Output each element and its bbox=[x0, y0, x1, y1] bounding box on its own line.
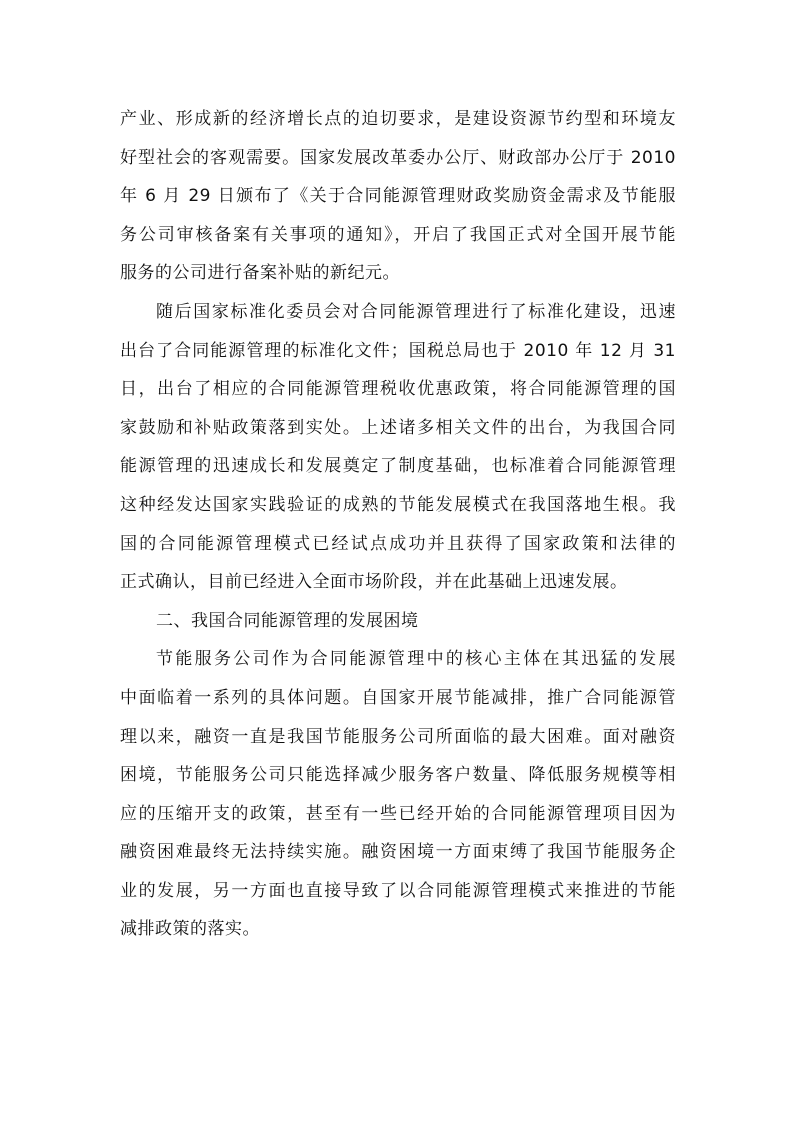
text-line: 家鼓励和补贴政策落到实处。上述诸多相关文件的出台，为我国合同 bbox=[120, 417, 676, 438]
text-line: 融资困难最终无法持续实施。融资困境一方面束缚了我国节能服务企 bbox=[120, 842, 676, 863]
document-body bbox=[120, 100, 676, 949]
text-line: 随后国家标准化委员会对合同能源管理进行了标准化建设，迅速 bbox=[156, 301, 676, 322]
section-heading-2 bbox=[120, 602, 676, 641]
text-line: 服务的公司进行备案补贴的新纪元。 bbox=[120, 263, 400, 284]
paragraph-financing-difficulty bbox=[120, 640, 676, 949]
text-line: 困境，节能服务公司只能选择减少服务客户数量、降低服务规模等相 bbox=[120, 765, 676, 786]
text-line: 务公司审核备案有关事项的通知》，开启了我国正式对全国开展节能 bbox=[120, 224, 676, 245]
text-line: 这种经发达国家实践验证的成熟的节能发展模式在我国落地生根。我 bbox=[120, 494, 676, 515]
text-line: 国的合同能源管理模式已经试点成功并且获得了国家政策和法律的 bbox=[120, 533, 676, 554]
paragraph-standardization bbox=[120, 293, 676, 602]
text-line: 日，出台了相应的合同能源管理税收优惠政策，将合同能源管理的国 bbox=[120, 379, 676, 400]
text-line: 出台了合同能源管理的标准化文件；国税总局也于 2010 年 12 月 31 bbox=[120, 340, 676, 361]
text-line: 正式确认，目前已经进入全面市场阶段，并在此基础上迅速发展。 bbox=[120, 572, 628, 593]
text-line: 能源管理的迅速成长和发展奠定了制度基础，也标准着合同能源管理 bbox=[120, 456, 676, 477]
text-line: 中面临着一系列的具体问题。自国家开展节能减排，推广合同能源管 bbox=[120, 687, 676, 708]
text-line: 应的压缩开支的政策，甚至有一些已经开始的合同能源管理项目因为 bbox=[120, 803, 676, 824]
text-line: 年 6 月 29 日颁布了《关于合同能源管理财政奖励资金需求及节能服 bbox=[120, 186, 676, 207]
text-line: 二、我国合同能源管理的发展困境 bbox=[156, 610, 419, 631]
text-line: 产业、形成新的经济增长点的迫切要求，是建设资源节约型和环境友 bbox=[120, 109, 676, 129]
text-line: 理以来，融资一直是我国节能服务公司所面临的最大困难。面对融资 bbox=[120, 726, 676, 747]
text-line: 好型社会的客观需要。国家发展改革委办公厅、财政部办公厅于 2010 bbox=[120, 147, 676, 168]
text-line: 节能服务公司作为合同能源管理中的核心主体在其迅猛的发展 bbox=[156, 649, 676, 670]
paragraph-policy-intro bbox=[120, 100, 676, 293]
text-line: 减排政策的落实。 bbox=[120, 919, 260, 940]
text-line: 业的发展，另一方面也直接导致了以合同能源管理模式来推进的节能 bbox=[120, 880, 676, 901]
